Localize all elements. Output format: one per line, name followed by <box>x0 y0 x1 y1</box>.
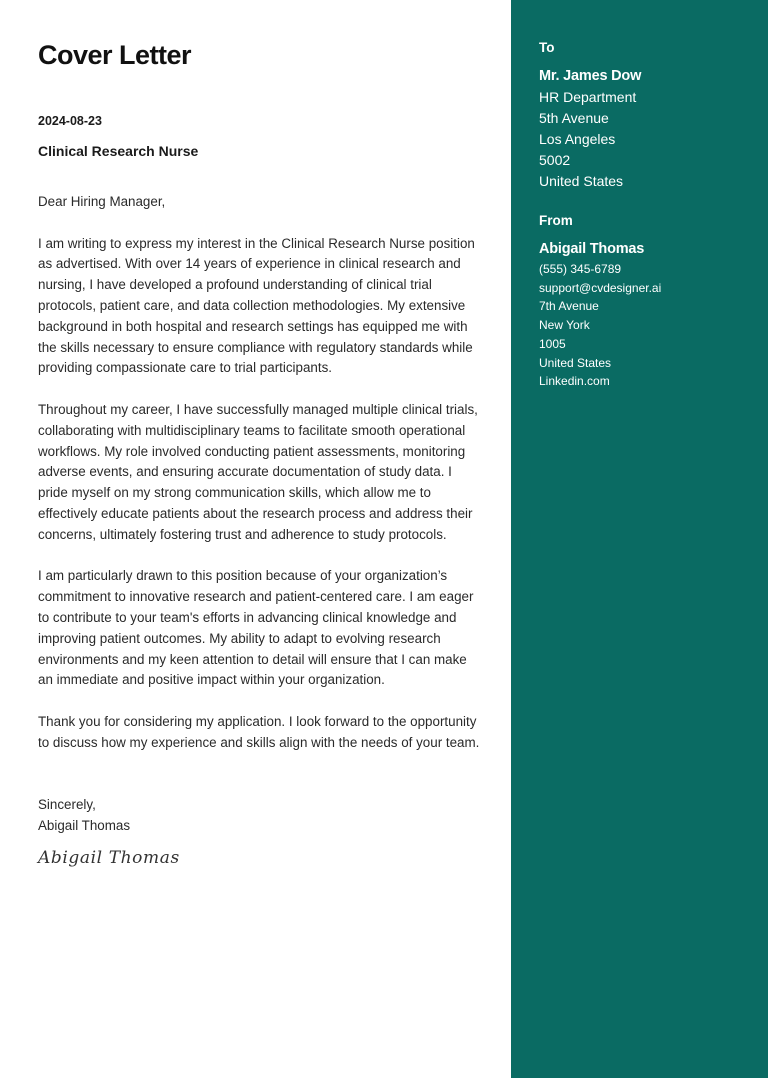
sender-phone: (555) 345-6789 <box>539 262 622 276</box>
recipient-line: 5002 <box>539 152 571 168</box>
greeting: Dear Hiring Manager, <box>38 194 166 209</box>
recipient-line: HR Department <box>539 89 637 105</box>
letter-body <box>38 192 484 774</box>
recipient-name: Mr. James Dow <box>539 68 642 84</box>
letter-date: 2024-08-23 <box>38 114 102 128</box>
recipient-line: Los Angeles <box>539 131 616 147</box>
paragraph-2: Throughout my career, I have successfully managed multiple clinical trials, collaborating with multidisciplinary teams to facilitate smooth operational workflows. My role involved conducting patient assessments, monitoring adverse events, and ensuring accurate documentation of study data. I pride myself on my strong communication skills, which allow me to effectively educate patients about the research process and address their concerns, ultimately fostering trust and adherence to study protocols. <box>38 401 478 542</box>
handwritten-signature: Abigail Thomas <box>38 848 180 868</box>
sender-email: support@cvdesigner.ai <box>539 280 662 295</box>
sender-street: 7th Avenue <box>539 299 599 314</box>
sender-contact <box>539 260 661 391</box>
recipient-address <box>539 87 636 192</box>
closing-salutation: Sincerely, <box>38 797 96 812</box>
paragraph-3: I am particularly drawn to this position because of your organization’s commitment to innovative research and patient-centered care. I am eager to contribute to your team's efforts in advancing clinical knowledge and improving patient outcomes. My ability to adapt to evolving research environments and my keen attention to detail will ensure that I can make an immediate and positive impact within your organization. <box>38 568 474 688</box>
sender-linkedin: Linkedin.com <box>539 374 610 389</box>
recipient-line: 5th Avenue <box>539 110 609 126</box>
sender-country: United States <box>539 355 612 370</box>
position-title: Clinical Research Nurse <box>38 143 199 159</box>
from-heading: From <box>539 213 573 228</box>
sender-name: Abigail Thomas <box>539 241 645 257</box>
recipient-line: United States <box>539 173 624 189</box>
contact-sidebar <box>511 0 768 1078</box>
sender-postcode: 1005 <box>539 336 566 351</box>
sender-city: New York <box>539 318 590 333</box>
page-title: Cover Letter <box>38 40 192 70</box>
paragraph-4: Thank you for considering my application. I look forward to the opportunity to discuss how my experience and skills align with the needs of your team. <box>38 713 480 750</box>
closing-sender-name: Abigail Thomas <box>38 817 131 833</box>
paragraph-1: I am writing to express my interest in the Clinical Research Nurse position as advertised. With over 14 years of experience in clinical research and nursing, I have developed a profound understanding of clinical trial protocols, patient care, and data collection methodologies. My extensive background in both hospital and research settings has equipped me with the skills necessary to ensure compliance with regulatory standards while providing compassionate care to trial participants. <box>38 235 475 376</box>
to-heading: To <box>539 40 555 55</box>
closing-block <box>38 795 130 837</box>
